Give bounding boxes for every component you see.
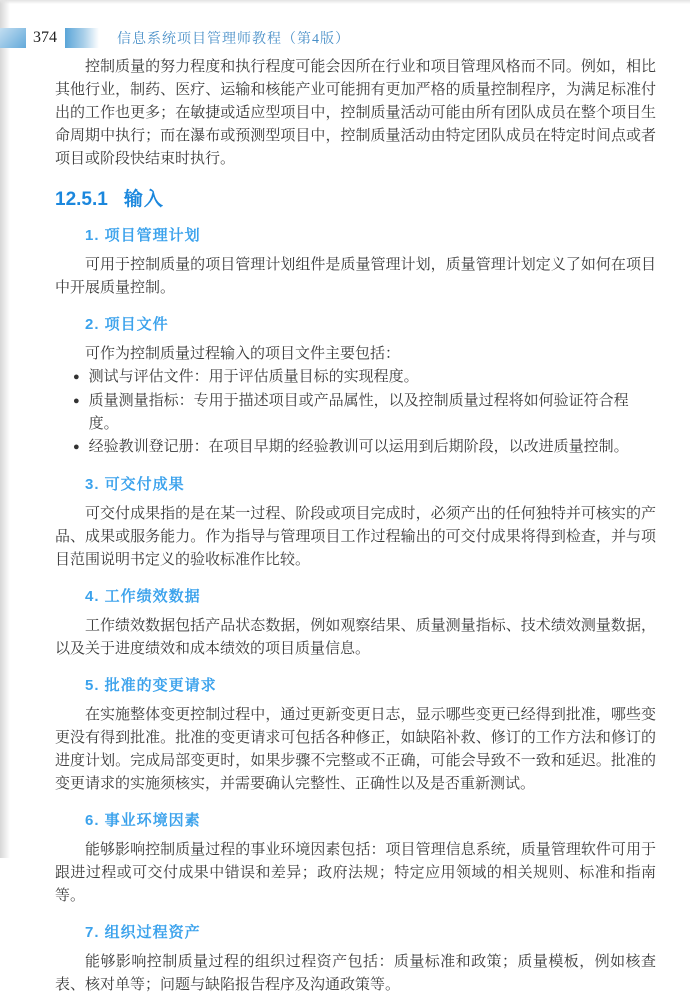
bullet-icon: ● bbox=[73, 441, 80, 453]
subsection-paragraph-5: 在实施整体变更控制过程中，通过更新变更日志，显示哪些变更已经得到批准，哪些变更没有得到批准。批准的变更请求可包括各种修正，如缺陷补救、修订的工作方法和修订的进度计划。完成局部变更时，如果步骤不完整或不正确，可能会导致不一致和延迟。批准的变更请求的实施须核实，并需要确认完整性、正确性以及是否重新测试。 bbox=[55, 707, 656, 792]
bullet-icon: ● bbox=[73, 395, 80, 407]
subsection-paragraph-3: 可交付成果指的是在某一过程、阶段或项目完成时，必须产出的任何独特并可核实的产品、成果或服务能力。作为指导与管理项目工作过程输出的可交付成果将得到检查，并与项目范围说明书定义的验收标准作比较。 bbox=[55, 506, 656, 568]
intro-paragraph: 控制质量的努力程度和执行程度可能会因所在行业和项目管理风格而不同。例如，相比其他行业，制药、医疗、运输和核能产业可能拥有更加严格的质量控制程序，为满足标准付出的工作也更多；在敏捷或适应型项目中，控制质量活动可能由所有团队成员在整个项目生命周期中执行；而在瀑布或预测型项目中，控制质量活动由特定团队成员在特定时间点或者项目或阶段快结束时执行。 bbox=[55, 59, 656, 167]
page-number: 374 bbox=[33, 29, 57, 46]
subsection-paragraph-7: 能够影响控制质量过程的组织过程资产包括：质量标准和政策；质量模板，例如核查表、核对单等；问题与缺陷报告程序及沟通政策等。 bbox=[55, 954, 656, 993]
section-number: 12.5.1 bbox=[55, 189, 108, 210]
list-item-text: 质量测量指标：专用于描述项目或产品属性，以及控制质量过程将如何验证符合程度。 bbox=[88, 393, 629, 432]
section-title: 输入 bbox=[123, 189, 164, 210]
page-header bbox=[0, 27, 690, 49]
subsection-heading-7: 7. 组织过程资产 bbox=[85, 924, 201, 941]
header-accent-fade bbox=[65, 28, 99, 48]
list-item-text: 测试与评估文件：用于评估质量目标的实现程度。 bbox=[88, 369, 419, 385]
subsection-heading-5: 5. 批准的变更请求 bbox=[85, 677, 217, 694]
subsection-paragraph-6: 能够影响控制质量过程的事业环境因素包括：项目管理信息系统，质量管理软件可用于跟进过程或可交付成果中错误和差异；政府法规；特定应用领域的相关规则、标准和指南等。 bbox=[55, 842, 656, 904]
book-title: 信息系统项目管理师教程（第4版） bbox=[117, 32, 350, 47]
list-item bbox=[55, 366, 656, 390]
subsection-heading-2: 2. 项目文件 bbox=[85, 316, 169, 333]
subsection-heading-1: 1. 项目管理计划 bbox=[85, 227, 201, 244]
subsection-heading-4: 4. 工作绩效数据 bbox=[85, 588, 201, 605]
subsection-paragraph-2: 可作为控制质量过程输入的项目文件主要包括： bbox=[85, 346, 401, 362]
list-item-text: 经验教训登记册：在项目早期的经验教训可以运用到后期阶段，以改进质量控制。 bbox=[88, 439, 629, 455]
subsection-heading-6: 6. 事业环境因素 bbox=[85, 812, 201, 829]
bullet-icon: ● bbox=[73, 371, 80, 383]
subsection-heading-3: 3. 可交付成果 bbox=[85, 476, 185, 493]
list-item bbox=[55, 390, 656, 436]
section-heading bbox=[55, 184, 656, 211]
list-item bbox=[55, 436, 656, 460]
subsection-paragraph-1: 可用于控制质量的项目管理计划组件是质量管理计划，质量管理计划定义了如何在项目中开展质量控制。 bbox=[55, 257, 656, 296]
scan-edge-top bbox=[0, 0, 690, 4]
page-content bbox=[55, 56, 656, 997]
subsection-paragraph-4: 工作绩效数据包括产品状态数据，例如观察结果、质量测量指标、技术绩效测量数据，以及关于进度绩效和成本绩效的项目质量信息。 bbox=[55, 618, 656, 657]
header-accent-block bbox=[0, 28, 26, 48]
scan-edge-left bbox=[0, 0, 10, 858]
bullet-list bbox=[55, 366, 656, 460]
